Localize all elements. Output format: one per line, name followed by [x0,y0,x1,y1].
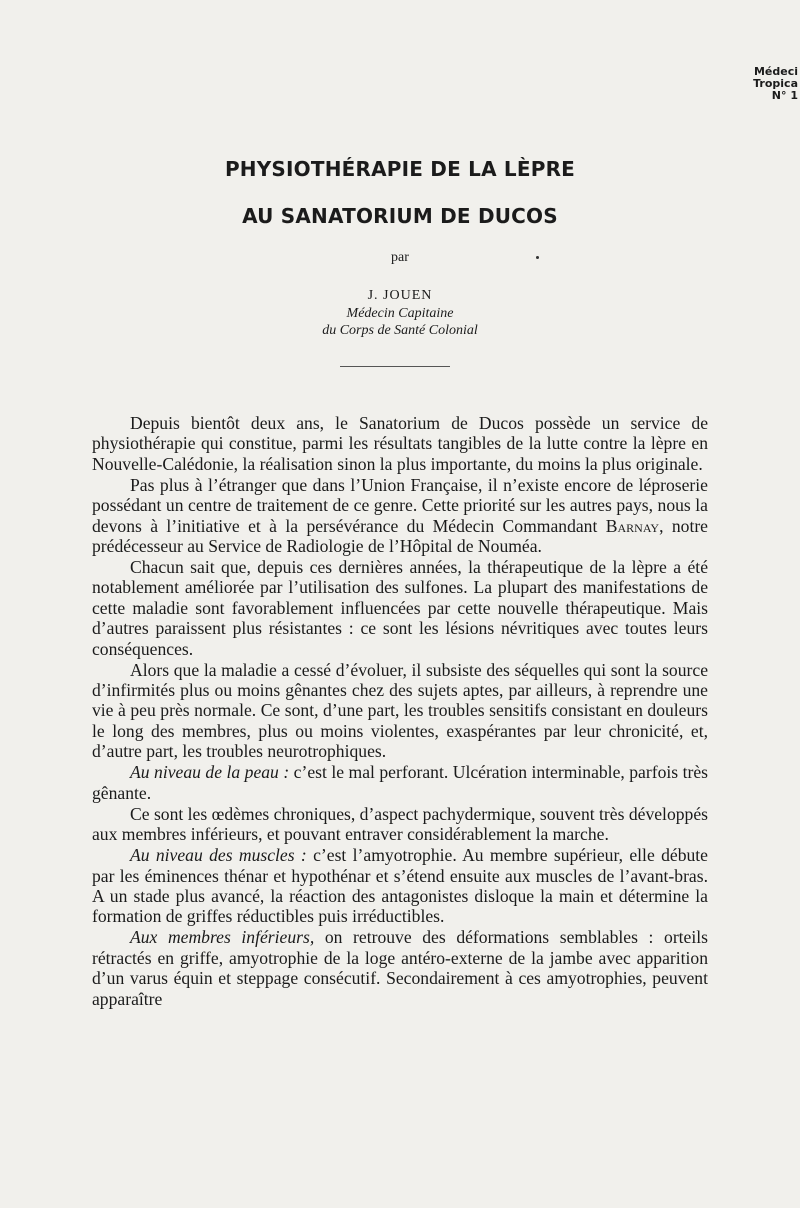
paragraph-lead-italic: Au niveau de la peau : [130,762,290,783]
issue-number: N° 1 [771,89,798,102]
paragraph-5 [92,762,708,803]
article-body [92,413,708,1009]
paragraph-text: Ce sont les œdèmes chroniques, d’aspect pachydermique, souvent très développés aux membres inférieurs, et pouvant entraver considérablement la marche. [92,803,708,845]
paragraph-2 [92,475,708,557]
paragraph-7 [92,845,708,927]
paragraph-text: Depuis bientôt deux ans, le Sanatorium de Ducos possède un service de physiothérapie qui constitue, parmi les résultats tangibles de la lutte contre la lèpre en Nouvelle-Calédonie, la réalisation sinon la plus importante, du moins la plus originale. [92,413,708,474]
journal-name-line: Médeci [753,66,798,78]
paragraph-1 [92,413,708,474]
author-corps: du Corps de Santé Colonial [322,323,478,338]
paragraph-4 [92,660,708,762]
paragraph-3 [92,557,708,659]
print-speck [536,256,539,259]
paragraph-6 [92,804,708,845]
paragraph-text: Pas plus à l’étranger que dans l’Union Française, il n’existe encore de léproserie possédant un centre de traitement de ce genre. Cette priorité sur les autres pays, nous la devons à l’initiative et à la persévérance du Médecin Commandant [92,474,708,536]
author-rank: Médecin Capitaine [346,306,454,321]
paragraph-text-tail: , notre prédécesseur au Service de Radiologie de l’Hôpital de Nouméa. [92,515,708,557]
section-divider [340,366,450,367]
paragraph-text: Alors que la maladie a cessé d’évoluer, il subsiste des séquelles qui sont la source d’infirmités plus ou moins gênantes chez des sujets aptes, par ailleurs, à reprendre une vie à peu près normale. Ce sont, d’une part, les troubles sensitifs consistant en douleurs le long des membres, plus ou moins violentes, exaspérantes par leur chronicité, et, d’autre part, les troubles neurotrophiques. [92,659,708,762]
paragraph-text: c’est le mal perforant. Ulcération interminable, parfois très gênante. [92,762,708,803]
paragraph-text: c’est l’amyotrophie. Au membre supérieur, elle débute par les éminences thénar et hypothénar et s’étend ensuite aux muscles de l’avant-bras. A un stade plus avancé, la réaction des antagonistes disloque la main et détermine la formation de griffes réductibles puis irréductibles. [92,845,708,927]
author-name: J. JOUEN [367,288,433,303]
journal-header [730,66,800,102]
paragraph-text: on retrouve des déformations semblables : orteils rétractés en griffe, amyotrophie de la loge antéro-externe de la jambe avec apparition d’un varus équin et steppage consécutif. Secondairement à ces amyotrophies, peuvent apparaître [92,927,708,1009]
article-title-line-2: AU SANATORIUM DE DUCOS [242,204,558,228]
paragraph-text: Chacun sait que, depuis ces dernières années, la thérapeutique de la lèpre a été notablement améliorée par l’utilisation des sulfones. La plupart des manifestations de cette maladie sont favorablement influencées par cette nouvelle thérapeutique. Mais d’autres paraissent plus résistantes : ce sont les lésions névritiques avec toutes leurs conséquences. [92,557,708,659]
article-title-line-1: PHYSIOTHÉRAPIE DE LA LÈPRE [224,157,576,181]
paragraph-8 [92,927,708,1009]
journal-subtitle-line: Tropica [753,77,798,90]
paragraph-lead-italic: Aux membres inférieurs, [130,927,315,948]
paragraph-lead-italic: Au niveau des muscles : [130,845,307,866]
author-reference: Barnay [605,515,660,536]
byline-par: par [391,250,409,265]
